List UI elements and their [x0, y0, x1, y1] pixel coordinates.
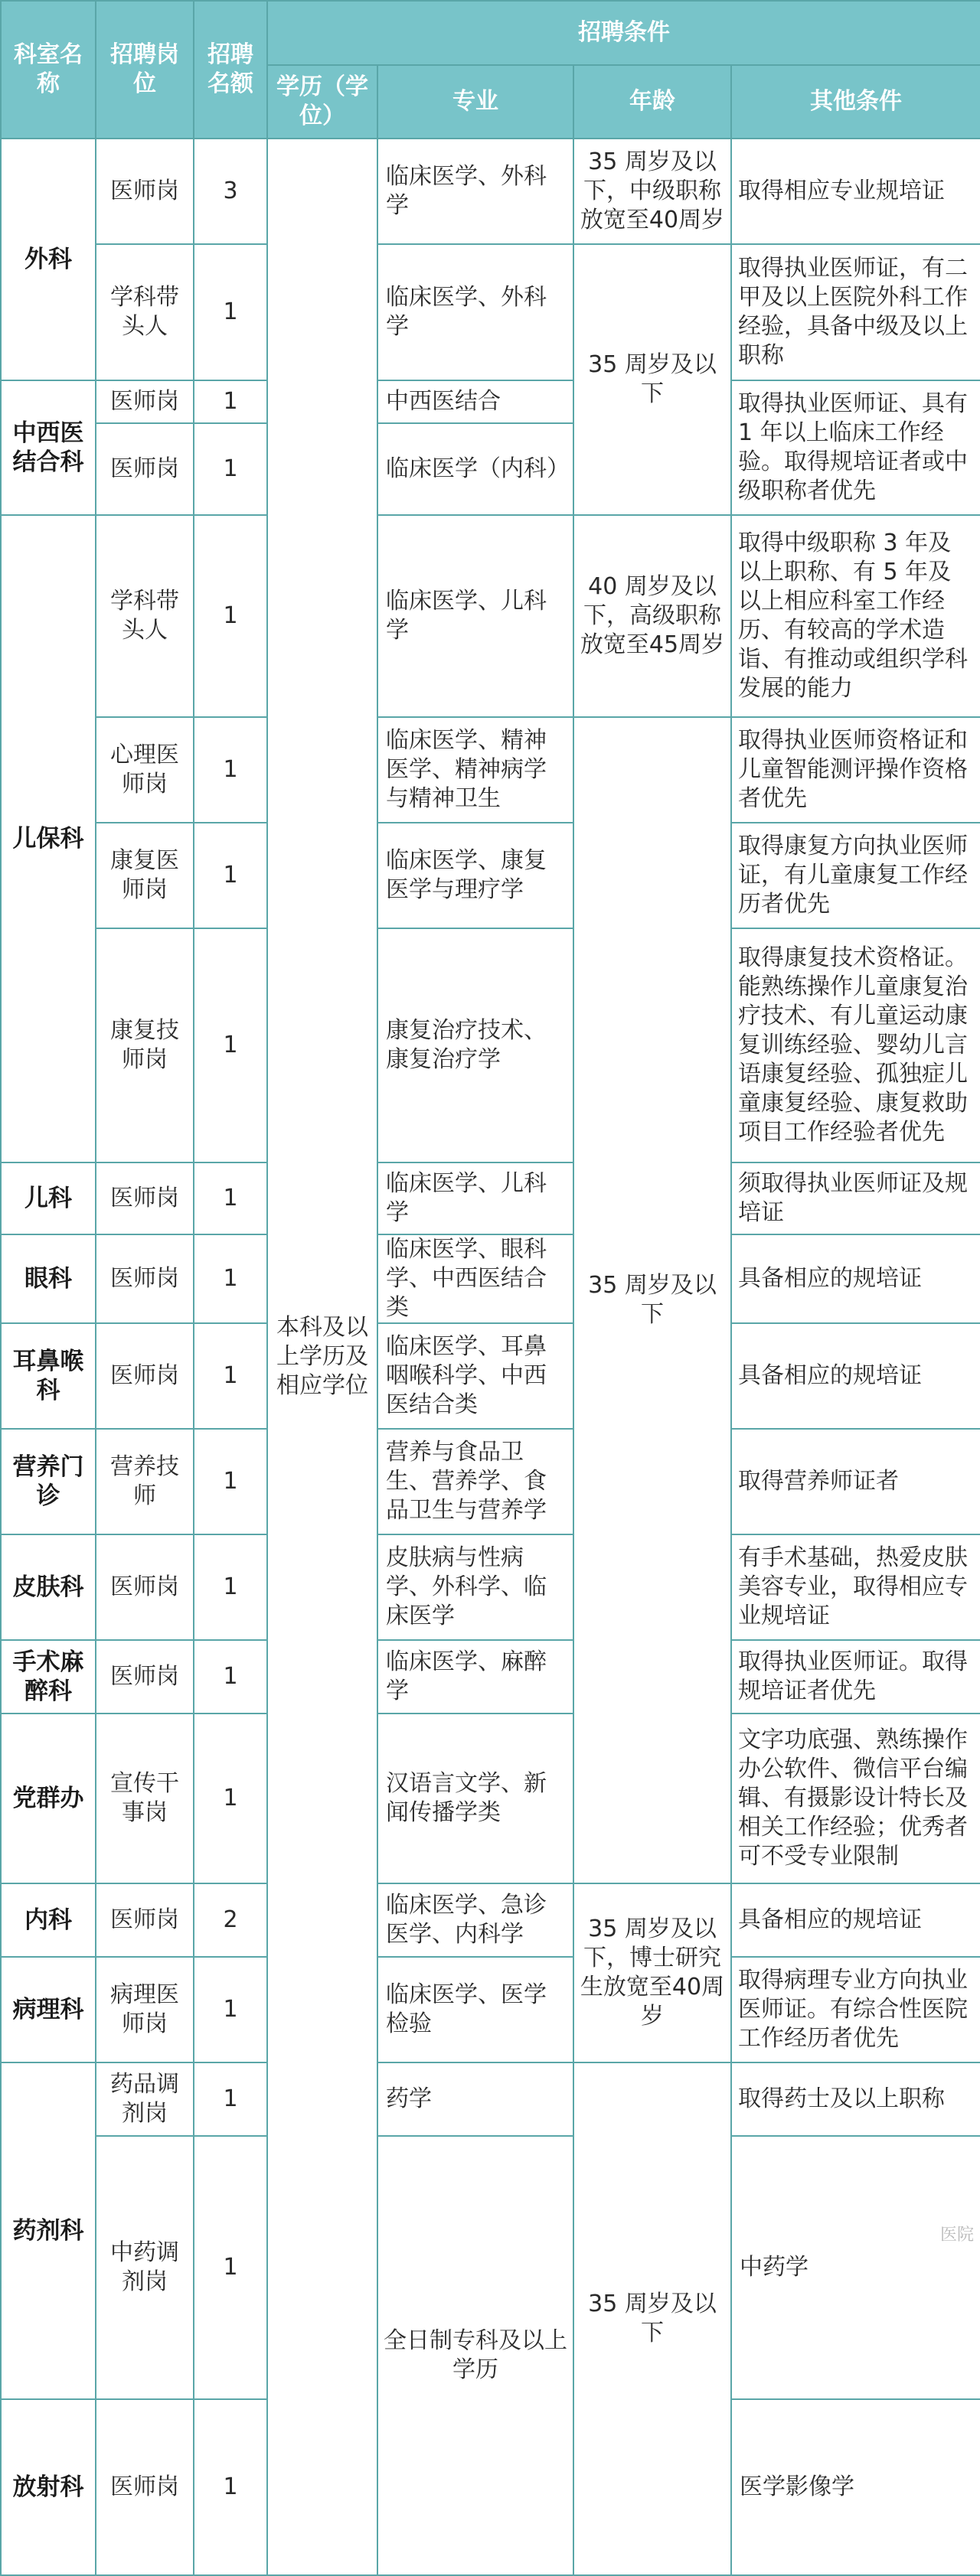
dept-cell: 党群办 — [1, 1714, 96, 1883]
post-cell: 医师岗 — [96, 139, 194, 244]
quota-cell: 1 — [194, 717, 267, 823]
post-cell: 医师岗 — [96, 1234, 194, 1323]
major-cell: 临床医学、眼科学、中西医结合类 — [377, 1234, 573, 1323]
quota-cell: 1 — [194, 2136, 267, 2399]
quota-cell: 1 — [194, 423, 267, 515]
major-cell: 康复治疗技术、康复治疗学 — [377, 928, 573, 1162]
header-post: 招聘岗位 — [96, 1, 194, 139]
header-conditions: 招聘条件 — [267, 1, 980, 65]
header-major: 专业 — [377, 65, 573, 139]
condition-cell: 取得相应专业规培证 — [731, 139, 980, 244]
post-cell: 药品调剂岗 — [96, 2062, 194, 2136]
quota-cell: 1 — [194, 1162, 267, 1234]
post-cell: 康复医师岗 — [96, 823, 194, 928]
quota-cell: 1 — [194, 515, 267, 717]
post-cell: 心理医师岗 — [96, 717, 194, 823]
major-cell: 临床医学、麻醉学 — [377, 1640, 573, 1714]
major-cell: 营养与食品卫生、营养学、食品卫生与营养学 — [377, 1429, 573, 1534]
header-education: 学历（学位） — [267, 65, 377, 139]
dept-cell: 儿保科 — [1, 515, 96, 1162]
condition-cell: 有手术基础，热爱皮肤美容专业，取得相应专业规培证 — [731, 1534, 980, 1640]
major-cell: 临床医学、外科学 — [377, 139, 573, 244]
condition-cell: 文字功底强、熟练操作办公软件、微信平台编辑、有摄影设计特长及相关工作经验；优秀者可不受专业限制 — [731, 1714, 980, 1883]
condition-cell: 取得营养师证者 — [731, 1429, 980, 1534]
major-cell: 临床医学、耳鼻咽喉科学、中西医结合类 — [377, 1323, 573, 1429]
quota-cell: 1 — [194, 1957, 267, 2062]
quota-cell: 1 — [194, 244, 267, 380]
quota-cell: 1 — [194, 823, 267, 928]
header-age: 年龄 — [573, 65, 731, 139]
post-cell: 学科带头人 — [96, 244, 194, 380]
post-cell: 医师岗 — [96, 380, 194, 423]
dept-cell: 营养门诊 — [1, 1429, 96, 1534]
dept-cell: 儿科 — [1, 1162, 96, 1234]
quota-cell: 3 — [194, 139, 267, 244]
dept-cell: 耳鼻喉科 — [1, 1323, 96, 1429]
quota-cell: 1 — [194, 928, 267, 1162]
dept-cell: 病理科 — [1, 1957, 96, 2062]
post-cell: 宣传干事岗 — [96, 1714, 194, 1883]
quota-cell: 1 — [194, 1534, 267, 1640]
condition-cell: 取得执业医师证。取得规培证者优先 — [731, 1640, 980, 1714]
quota-cell: 2 — [194, 1883, 267, 1957]
major-cell: 临床医学、儿科学 — [377, 515, 573, 717]
post-cell: 医师岗 — [96, 1534, 194, 1640]
dept-cell: 手术麻醉科 — [1, 1640, 96, 1714]
condition-cell: 取得病理专业方向执业医师证。有综合性医院工作经历者优先 — [731, 1957, 980, 2062]
major-cell: 临床医学、儿科学 — [377, 1162, 573, 1234]
quota-cell: 1 — [194, 1714, 267, 1883]
condition-cell: 取得执业医师资格证和儿童智能测评操作资格者优先 — [731, 717, 980, 823]
major-cell: 药学 — [377, 2062, 573, 2136]
major-cell: 医学影像学 — [731, 2399, 980, 2575]
post-cell: 医师岗 — [96, 1883, 194, 1957]
major-cell: 中药学 — [731, 2136, 980, 2399]
major-cell: 临床医学、外科学 — [377, 244, 573, 380]
dept-cell: 内科 — [1, 1883, 96, 1957]
education-cell: 本科及以上学历及相应学位 — [267, 139, 377, 2575]
age-cell: 40 周岁及以下，高级职称放宽至45周岁 — [573, 515, 731, 717]
education-cell: 全日制专科及以上学历 — [377, 2136, 573, 2575]
age-cell: 35 周岁及以下 — [573, 2062, 731, 2575]
major-cell: 临床医学、康复医学与理疗学 — [377, 823, 573, 928]
quota-cell: 1 — [194, 1234, 267, 1323]
quota-cell: 1 — [194, 1429, 267, 1534]
condition-cell: 取得康复方向执业医师证，有儿童康复工作经历者优先 — [731, 823, 980, 928]
major-cell: 汉语言文学、新闻传播学类 — [377, 1714, 573, 1883]
age-cell: 35 周岁及以下，中级职称放宽至40周岁 — [573, 139, 731, 244]
quota-cell: 1 — [194, 2399, 267, 2575]
dept-cell: 外科 — [1, 139, 96, 380]
post-cell: 康复技师岗 — [96, 928, 194, 1162]
condition-cell: 须取得执业医师证及规培证 — [731, 1162, 980, 1234]
watermark: 医院 — [940, 2222, 974, 2245]
post-cell: 医师岗 — [96, 423, 194, 515]
condition-cell: 具备相应的规培证 — [731, 1323, 980, 1429]
condition-cell: 取得药士及以上职称 — [731, 2062, 980, 2136]
dept-cell: 药剂科 — [1, 2062, 96, 2399]
post-cell: 中药调剂岗 — [96, 2136, 194, 2399]
quota-cell: 1 — [194, 1323, 267, 1429]
header-dept: 科室名称 — [1, 1, 96, 139]
condition-cell: 取得执业医师证，有二甲及以上医院外科工作经验，具备中级及以上职称 — [731, 244, 980, 380]
major-cell: 临床医学、精神医学、精神病学与精神卫生 — [377, 717, 573, 823]
quota-cell: 1 — [194, 2062, 267, 2136]
age-cell: 35 周岁及以下 — [573, 717, 731, 1883]
condition-cell: 取得执业医师证、具有 1 年以上临床工作经验。取得规培证者或中级职称者优先 — [731, 380, 980, 515]
dept-cell: 眼科 — [1, 1234, 96, 1323]
age-cell: 35 周岁及以下 — [573, 244, 731, 515]
header-other: 其他条件 — [731, 65, 980, 139]
condition-cell: 取得康复技术资格证。能熟练操作儿童康复治疗技术、有儿童运动康复训练经验、婴幼儿言语康复经验、孤独症儿童康复经验、康复救助项目工作经验者优先 — [731, 928, 980, 1162]
header-quota: 招聘名额 — [194, 1, 267, 139]
condition-cell: 具备相应的规培证 — [731, 1234, 980, 1323]
major-cell: 中西医结合 — [377, 380, 573, 423]
post-cell: 营养技师 — [96, 1429, 194, 1534]
major-cell: 临床医学、医学检验 — [377, 1957, 573, 2062]
age-cell: 35 周岁及以下，博士研究生放宽至40周岁 — [573, 1883, 731, 2062]
post-cell: 学科带头人 — [96, 515, 194, 717]
dept-cell: 中西医结合科 — [1, 380, 96, 515]
post-cell: 医师岗 — [96, 1162, 194, 1234]
post-cell: 医师岗 — [96, 2399, 194, 2575]
dept-cell: 放射科 — [1, 2399, 96, 2575]
post-cell: 医师岗 — [96, 1640, 194, 1714]
quota-cell: 1 — [194, 1640, 267, 1714]
dept-cell: 皮肤科 — [1, 1534, 96, 1640]
condition-cell: 具备相应的规培证 — [731, 1883, 980, 1957]
major-cell: 临床医学（内科） — [377, 423, 573, 515]
major-cell: 临床医学、急诊医学、内科学 — [377, 1883, 573, 1957]
quota-cell: 1 — [194, 380, 267, 423]
post-cell: 医师岗 — [96, 1323, 194, 1429]
post-cell: 病理医师岗 — [96, 1957, 194, 2062]
major-cell: 皮肤病与性病学、外科学、临床医学 — [377, 1534, 573, 1640]
condition-cell: 取得中级职称 3 年及以上职称、有 5 年及以上相应科室工作经历、有较高的学术造诣、有推动或组织学科发展的能力 — [731, 515, 980, 717]
